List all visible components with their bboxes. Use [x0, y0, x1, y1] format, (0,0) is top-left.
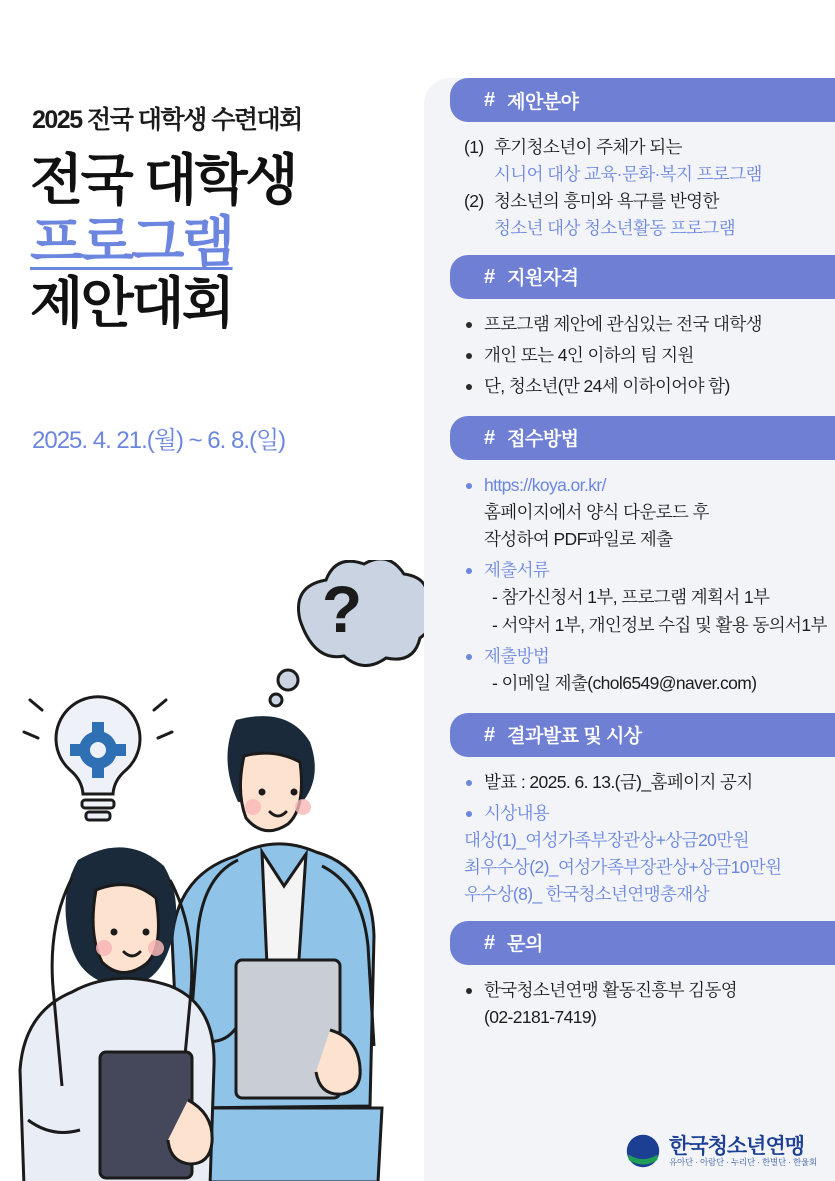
- koya-emblem-icon: [625, 1133, 661, 1169]
- result-announce: 발표 : 2025. 6. 13.(금)_홈페이지 공지: [464, 769, 821, 796]
- apply-method-value: - 이메일 제출(chol6549@naver.com): [492, 672, 757, 693]
- section-title-eligibility: 지원자격: [507, 268, 579, 289]
- list-item-docs: [464, 557, 827, 638]
- lightbulb-gear-icon: [24, 697, 172, 820]
- contact-name: 한국청소년연맹 활동진흥부 김동영: [484, 979, 738, 1000]
- list-item: 프로그램 제안에 관심있는 전국 대학생: [464, 311, 821, 338]
- students-illustration: [0, 560, 430, 1181]
- page-title: [30, 150, 420, 335]
- contact-item: [464, 977, 821, 1031]
- section-title-field: 제안분야: [507, 91, 579, 113]
- apply-url-desc1: 홈페이지에서 양식 다운로드 후: [484, 502, 709, 522]
- award-item-3: 우수상(8)_ 한국청소년연맹총재상: [464, 884, 709, 905]
- list-item: 개인 또는 4인 이하의 팀 지원: [464, 342, 821, 369]
- section-body-apply: [424, 460, 835, 713]
- thought-bubble-icon: [270, 560, 430, 706]
- hash-icon: #: [484, 89, 496, 111]
- award-label-text: 시상내용: [484, 803, 550, 823]
- title-line-3: 제안대회: [30, 272, 233, 335]
- field-item-1-line1: 후기청소년이 주체가 되는: [494, 137, 682, 157]
- hash-icon: #: [484, 265, 496, 288]
- section-body-result: [424, 757, 835, 921]
- field-item-1: [464, 134, 821, 188]
- event-period: 2025. 4. 21.(월) ~ 6. 8.(일): [32, 427, 286, 454]
- award-item-1: 대상(1)_여성가족부장관상+상금20만원: [464, 830, 749, 851]
- svg-text:?: ?: [321, 572, 363, 646]
- list-item-method: [464, 643, 821, 697]
- list-item: 단, 청소년(만 24세 이하이어야 함): [464, 373, 821, 400]
- list-item-url: [464, 472, 821, 553]
- field-item-2-line2: 청소년 대상 청소년활동 프로그램: [494, 218, 736, 239]
- hash-icon: #: [484, 723, 496, 746]
- hash-icon: #: [484, 931, 496, 954]
- section-header-eligibility: [450, 255, 835, 299]
- section-body-eligibility: [424, 299, 835, 416]
- hash-icon: #: [484, 426, 496, 449]
- apply-url-desc2: 작성하여 PDF파일로 제출: [484, 529, 673, 550]
- eligibility-list: [464, 311, 821, 400]
- section-header-contact: [450, 921, 835, 965]
- org-subunits: 유아단 · 아람단 · 누리단 · 한별단 · 한울회: [669, 1156, 817, 1167]
- result-list: [464, 769, 821, 827]
- section-title-result: 결과발표 및 시상: [507, 726, 642, 748]
- award-item-2: 최우수상(2)_여성가족부장관상+상금10만원: [464, 857, 782, 878]
- section-title-contact: 문의: [507, 934, 543, 955]
- org-name: 한국청소년연맹: [669, 1134, 805, 1158]
- footer-logo: [625, 1133, 817, 1169]
- title-line-2: 프로그램: [30, 210, 233, 273]
- apply-docs-label: 제출서류: [484, 560, 550, 581]
- result-award-label: [464, 800, 821, 827]
- apply-url-link[interactable]: https://koya.or.kr/: [484, 474, 606, 495]
- kicker-text: 2025 전국 대학생 수련대회: [32, 106, 302, 134]
- contact-list: [464, 977, 821, 1031]
- section-header-field: [450, 78, 835, 122]
- section-title-apply: 접수방법: [507, 429, 579, 451]
- apply-list: [464, 472, 827, 697]
- section-body-field: [424, 122, 835, 255]
- section-body-contact: [424, 965, 835, 1047]
- field-item-1-number: (1): [464, 137, 484, 157]
- field-item-2-line1: 청소년의 흥미와 욕구를 반영한: [494, 191, 719, 212]
- section-header-result: [450, 713, 835, 757]
- apply-doc-1: - 참가신청서 1부, 프로그램 계획서 1부: [492, 587, 770, 608]
- section-header-apply: [450, 416, 835, 460]
- info-panel: [424, 78, 835, 1181]
- award-list: [464, 827, 821, 908]
- field-item-2: [464, 188, 821, 242]
- apply-doc-2: - 서약서 1부, 개인정보 수집 및 활용 동의서1부: [492, 614, 827, 635]
- apply-method-label: 제출방법: [484, 645, 550, 666]
- contact-phone: (02-2181-7419): [484, 1006, 597, 1027]
- field-item-2-number: (2): [464, 191, 484, 212]
- field-item-1-line2: 시니어 대상 교육·문화·복지 프로그램: [494, 164, 762, 185]
- title-line-1: 전국 대학생: [30, 149, 296, 211]
